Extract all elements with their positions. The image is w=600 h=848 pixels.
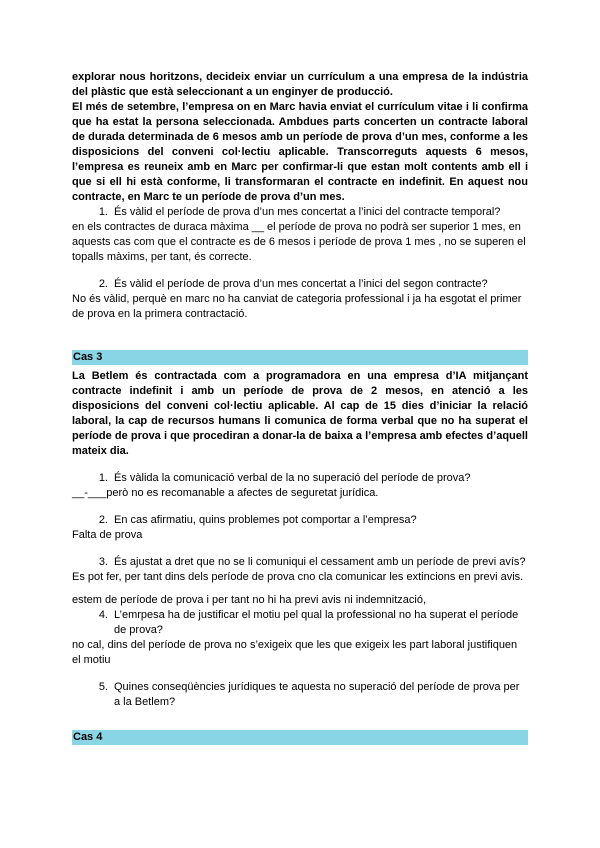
cas2-answer-2: No és vàlid, perquè en marc no ha canviat de categoria professional i ja ha esgotat el primer de prova en la primera contractació.: [72, 293, 522, 320]
cas2-question-2: [72, 277, 528, 292]
cas4-heading: Cas 4: [72, 730, 528, 745]
question-text: És ajustat a dret que no se li comuniqui el cessament amb un període de previ avís?: [114, 556, 526, 568]
question-text: Quines conseqüències jurídiques te aquesta no superació del període de prova per a la Betlem?: [114, 681, 520, 708]
cas3-answer-1: __-___però no es recomanable a afectes de seguretat jurídica.: [72, 487, 379, 499]
cas3-answer-2: Falta de prova: [72, 529, 143, 541]
cas3-answer-4: no cal, dins del període de prova no s’exigeix que les que exigeix les part laboral justifiquen el motiu: [72, 639, 518, 666]
question-number: 4.: [98, 609, 108, 621]
question-number: 2.: [98, 514, 108, 526]
document-page: [72, 70, 528, 745]
question-number: 5.: [98, 681, 108, 693]
cas3-question-1: [72, 471, 528, 486]
question-number: 1.: [98, 472, 108, 484]
question-text: És vàlid el període de prova d’un mes concertat a l’inici del segon contracte?: [114, 278, 488, 290]
cas3-question-3: [72, 555, 528, 570]
intro-paragraph: El més de setembre, l’empresa on en Marc havia enviat el currículum vitae i li confirma que ha estat la persona seleccionada. Ambdues parts concerten un contracte laboral de durada determinada de 6 mesos amb un període de prova d’un mes, conforme a les disposicions del conveni col·lectiu aplicable. Transcorreguts aquests 6 mesos, l’empresa es reuneix amb en Marc per confirmar-li que estan molt contents amb ell i que si ell hi està conforme, li transformaran el contracte en indefinit. En aquest nou contracte, en Marc te un període de prova d’un mes.: [72, 101, 528, 203]
question-text: En cas afirmatiu, quins problemes pot comportar a l’empresa?: [114, 514, 417, 526]
question-text: L’emrpesa ha de justificar el motiu pel qual la professional no ha superat el període de prova?: [114, 609, 519, 636]
question-number: 2.: [98, 278, 108, 290]
cas3-question-4: [72, 608, 528, 638]
question-number: 3.: [98, 556, 108, 568]
cas3-answer-3-note: estem de període de prova i per tant no hi ha previ avis ni indemnització,: [72, 594, 427, 606]
question-text: És vàlida la comunicació verbal de la no superació del període de prova?: [114, 472, 471, 484]
cas3-question-2: [72, 513, 528, 528]
cas3-question-5: [72, 680, 528, 710]
question-number: 1.: [98, 206, 108, 218]
cas2-question-1: [72, 205, 528, 220]
cas3-answer-3: Es pot fer, per tant dins dels període de prova cno cla comunicar les extincions en previ avis.: [72, 571, 524, 583]
cas2-answer-1: en els contractes de duraca màxima __ el període de prova no podrà ser superior 1 mes, en aquests cas com que el contracte es de 6 mesos i període de prova 1 mes , no se superen el topalls màxims, per tant, és correcte.: [72, 221, 526, 263]
cas3-heading: Cas 3: [72, 350, 528, 365]
question-text: És vàlid el període de prova d’un mes concertat a l’inici del contracte temporal?: [114, 206, 501, 218]
cas3-statement: La Betlem és contractada com a programadora en una empresa d’IA mitjançant contracte indefinit i amb un període de prova de 2 mesos, en atenció a les disposicions del conveni col·lectiu aplicable. Al cap de 15 dies d’iniciar la relació laboral, la cap de recursos humans li comunica de forma verbal que no ha superat el període de prova i que procediran a donar-la de baixa a l’empresa amb efectes d’aquell mateix dia.: [72, 370, 528, 457]
intro-continuation: explorar nous horitzons, decideix enviar un currículum a una empresa de la indústria del plàstic que està seleccionant a un enginyer de producció.: [72, 71, 528, 98]
